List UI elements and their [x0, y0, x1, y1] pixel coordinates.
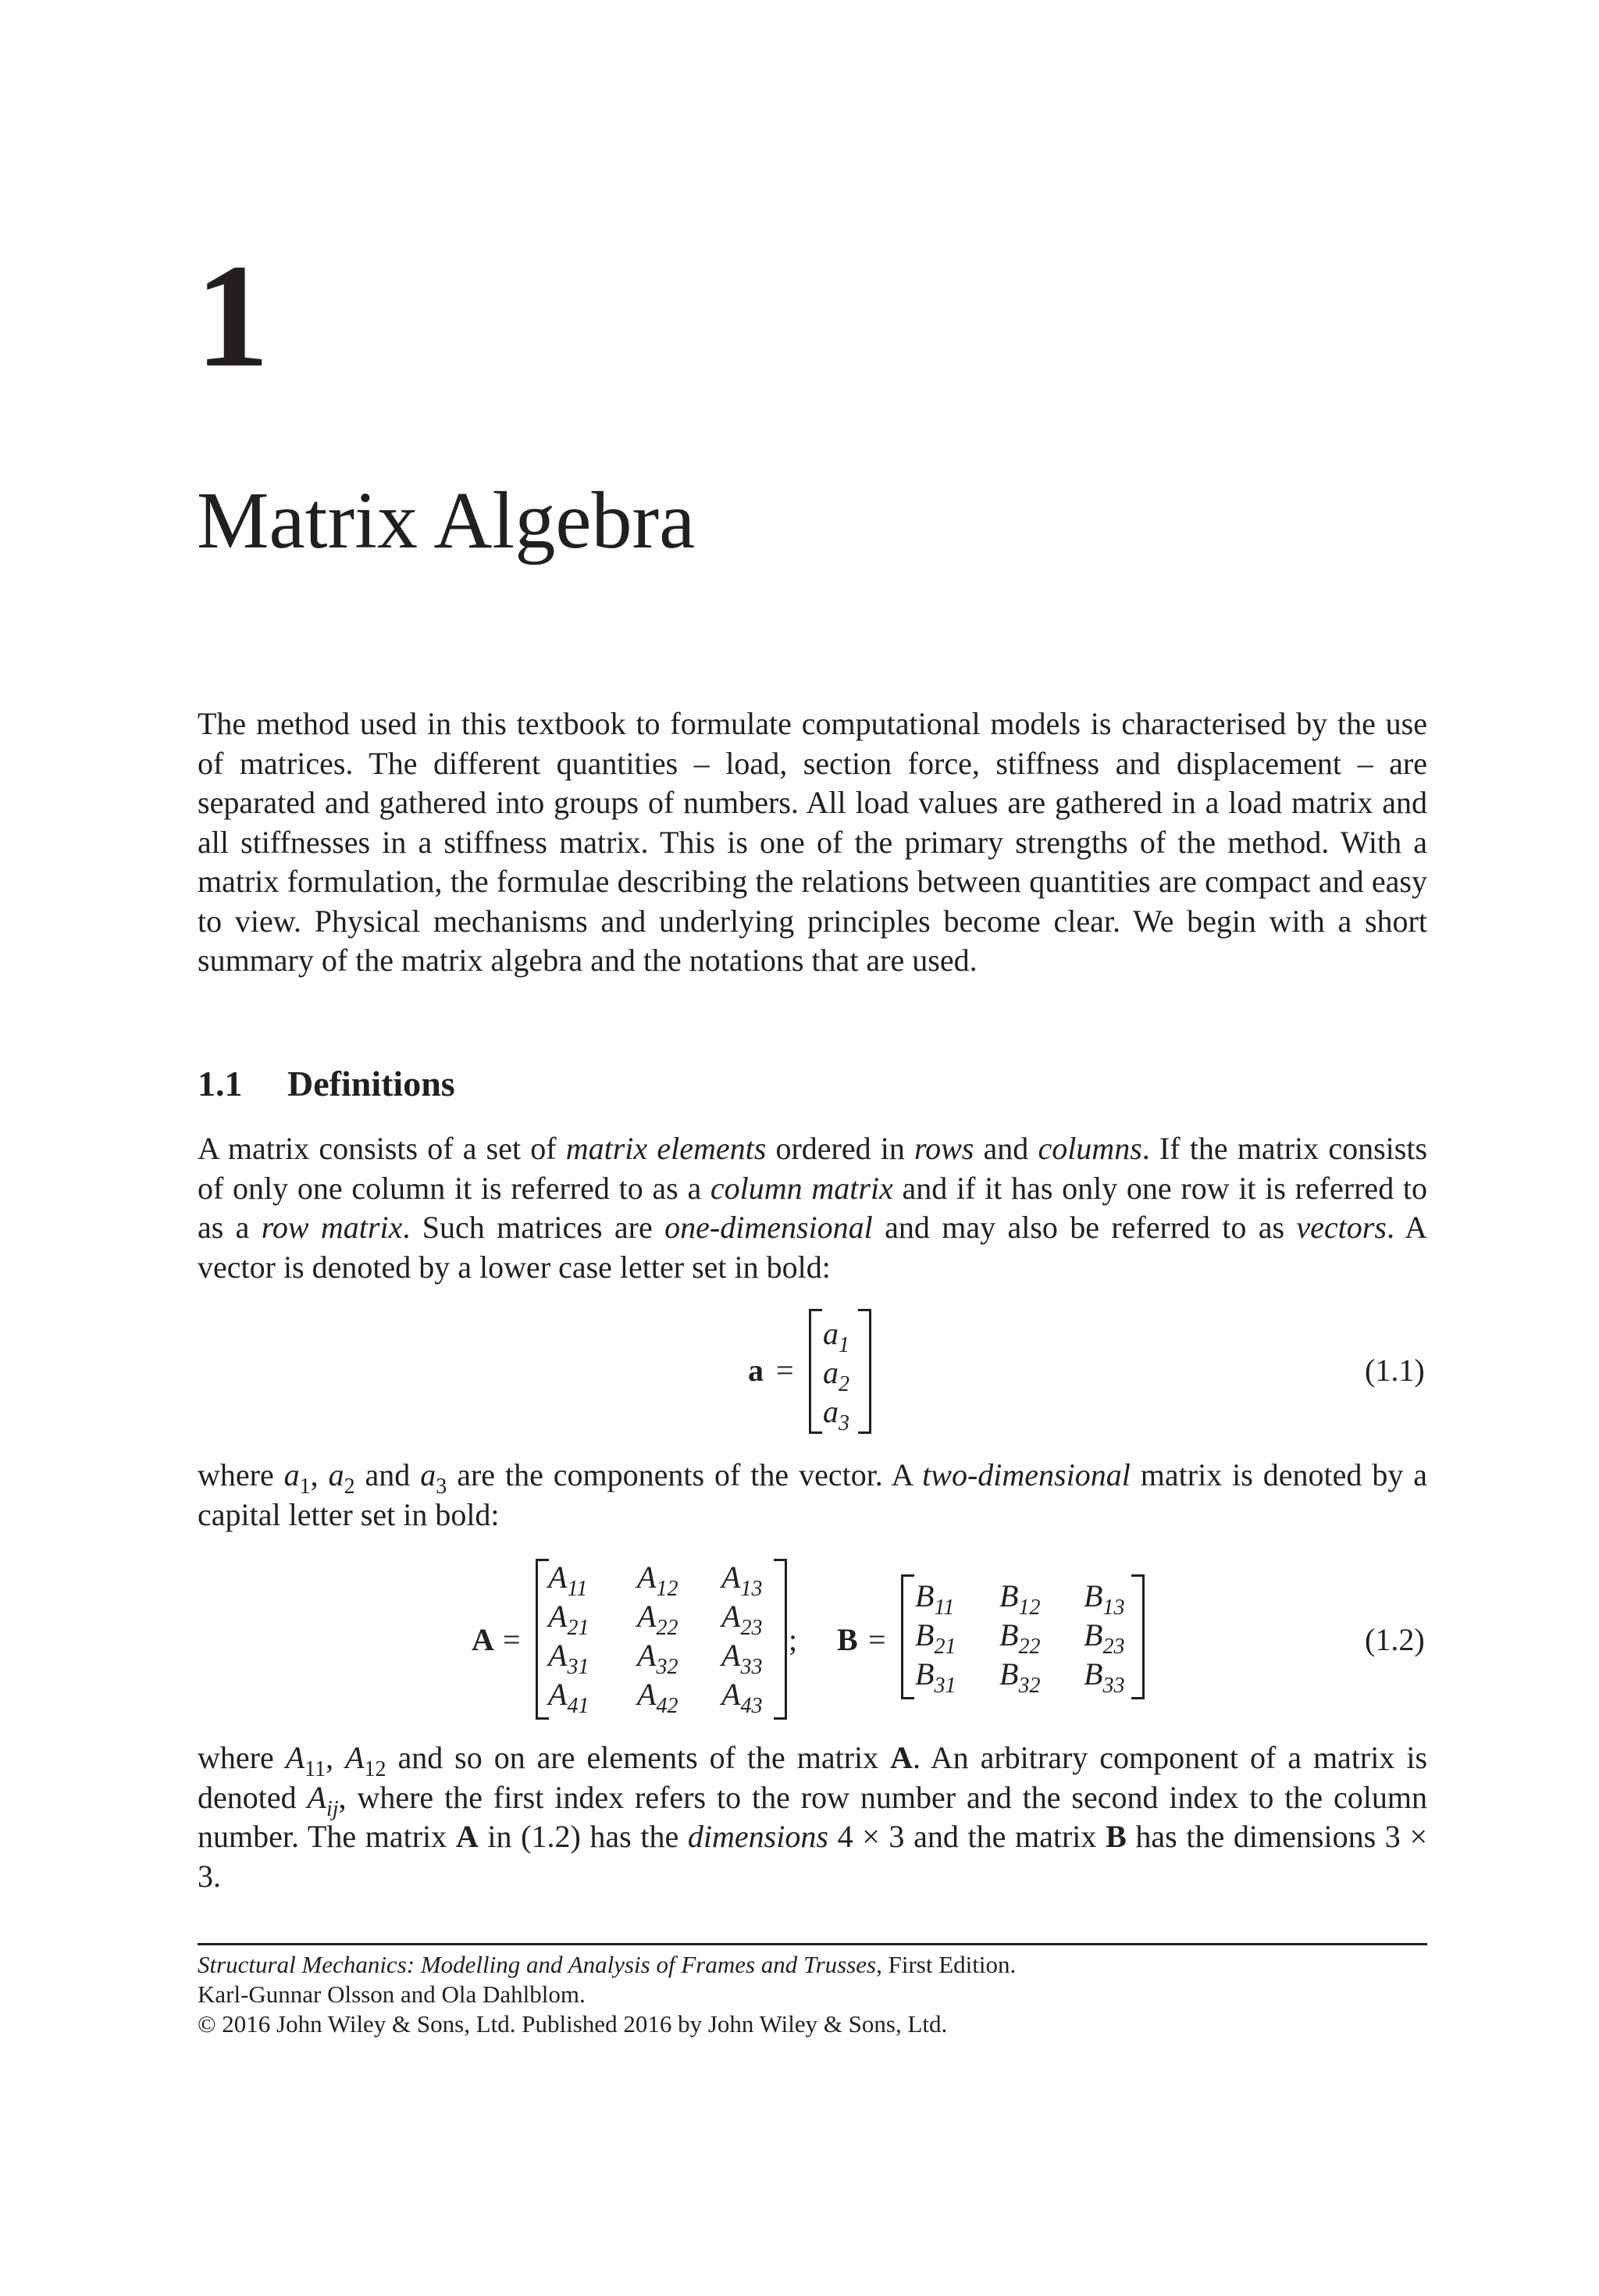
- vector-row: [809, 1393, 871, 1435]
- matrix-element: $A_{41}$: [548, 1677, 589, 1718]
- matrix-element: $A_{33}$: [721, 1638, 763, 1679]
- components-paragraph: where $a_1$, $a_2$ and $a_3$ are the components of the vector. A two-dimensional matrix is denoted by a capital letter set in bold:: [198, 1457, 1428, 1532]
- separator: ;: [789, 1622, 798, 1657]
- matrix-row: [536, 1598, 787, 1640]
- vector-row: [809, 1354, 871, 1396]
- matrix-element: $A_{12}$: [637, 1560, 678, 1601]
- intro-paragraph: The method used in this textbook to formulate computational models is characterised by the use of matrices. The different quantities – load, section force, stiffness and displacement – are separated and gathered into groups of numbers. All load values are gathered in a load matrix and all stiffnesses in a stiffness matrix. This is one of the primary strengths of the method. With a matrix formulation, the formulae describing the relations between quantities are compact and easy to view. Physical mechanisms and underlying principles become clear. We begin with a short summary of the matrix algebra and the notations that are used.: [198, 706, 1427, 978]
- footer-book-title: Structural Mechanics: Modelling and Analysis of Frames and Trusses: [198, 1951, 877, 1978]
- equation-number: (1.1): [1365, 1353, 1425, 1388]
- footer-edition: , First Edition.: [876, 1951, 1017, 1978]
- matrix-element: $B_{32}$: [999, 1656, 1041, 1698]
- matrix-element: $A_{21}$: [548, 1599, 589, 1640]
- copyright-footer: [198, 1950, 1016, 2039]
- matrix-b: [901, 1574, 1145, 1699]
- matrix-element: $B_{31}$: [915, 1656, 956, 1698]
- vector-symbol: a: [748, 1353, 764, 1388]
- matrix-element: $A_{31}$: [548, 1638, 589, 1679]
- matrix-element: $B_{12}$: [999, 1578, 1041, 1620]
- section-heading: [198, 1062, 455, 1105]
- matrix-element: $A_{13}$: [721, 1560, 763, 1601]
- section-number: 1.1: [198, 1064, 243, 1103]
- matrix-element: $B_{22}$: [999, 1617, 1041, 1659]
- vector-element: $a_3$: [823, 1394, 849, 1435]
- equals-sign: =: [503, 1622, 521, 1657]
- definitions-paragraph: A matrix consists of a set of matrix elements ordered in rows and columns. If the matrix consists of only one column it is referred to as a column matrix and if it has only one row it is referred to as a row matrix. Such matrices are one-dimensional and may also be referred to as vectors. A vector is denoted by a lower case letter set in bold:: [198, 1131, 1428, 1285]
- equals-sign: =: [868, 1622, 886, 1657]
- vector-element: $a_1$: [823, 1316, 849, 1357]
- equation-1-2: [0, 1559, 1599, 1723]
- vector-row: [809, 1315, 871, 1357]
- matrix-element: $A_{43}$: [721, 1677, 763, 1718]
- matrix-row: [536, 1676, 787, 1718]
- matrix-element: $A_{23}$: [721, 1599, 763, 1640]
- matrix-element: $B_{21}$: [915, 1617, 956, 1659]
- matrix-b-symbol: B: [837, 1622, 858, 1657]
- matrix-element: $B_{11}$: [915, 1578, 955, 1620]
- footer-book-line: [198, 1950, 1016, 1980]
- matrix-a-symbol: A: [472, 1622, 494, 1657]
- column-vector: [809, 1309, 871, 1434]
- matrix-row: [536, 1559, 787, 1601]
- section-title: Definitions: [287, 1064, 455, 1103]
- equation-1-1: [0, 1309, 1599, 1434]
- elements-paragraph: where $A_{11}$, $A_{12}$ and so on are elements of the matrix A. An arbitrary component of a matrix is denoted $A_{ij}$, where the first index refers to the row number and the second index to the column number. The matrix A in (1.2) has the dimensions 4 × 3 and the matrix B has the dimensions 3 × 3.: [198, 1740, 1428, 1894]
- matrix-element: $A_{11}$: [548, 1560, 588, 1601]
- footer-copyright: © 2016 John Wiley & Sons, Ltd. Published 2016 by John Wiley & Sons, Ltd.: [198, 2010, 948, 2038]
- matrix-element: $A_{42}$: [637, 1677, 678, 1718]
- matrix-row: [901, 1656, 1145, 1698]
- chapter-number: 1: [195, 234, 266, 398]
- footer-divider: [198, 1943, 1427, 1945]
- vector-element: $a_2$: [823, 1355, 849, 1396]
- matrix-element: $B_{23}$: [1084, 1617, 1125, 1659]
- equation-number: (1.2): [1365, 1622, 1425, 1657]
- matrix-element: $A_{22}$: [637, 1599, 678, 1640]
- matrix-element: $B_{33}$: [1084, 1656, 1125, 1698]
- equals-sign: =: [776, 1353, 794, 1388]
- matrix-row: [901, 1578, 1145, 1620]
- matrix-row: [901, 1617, 1145, 1659]
- matrix-a: [536, 1559, 787, 1720]
- chapter-title: Matrix Algebra: [197, 476, 696, 565]
- footer-authors: Karl-Gunnar Olsson and Ola Dahlblom.: [198, 1980, 586, 2008]
- matrix-element: $A_{32}$: [637, 1638, 678, 1679]
- matrix-row: [536, 1637, 787, 1679]
- matrix-element: $B_{13}$: [1084, 1578, 1125, 1620]
